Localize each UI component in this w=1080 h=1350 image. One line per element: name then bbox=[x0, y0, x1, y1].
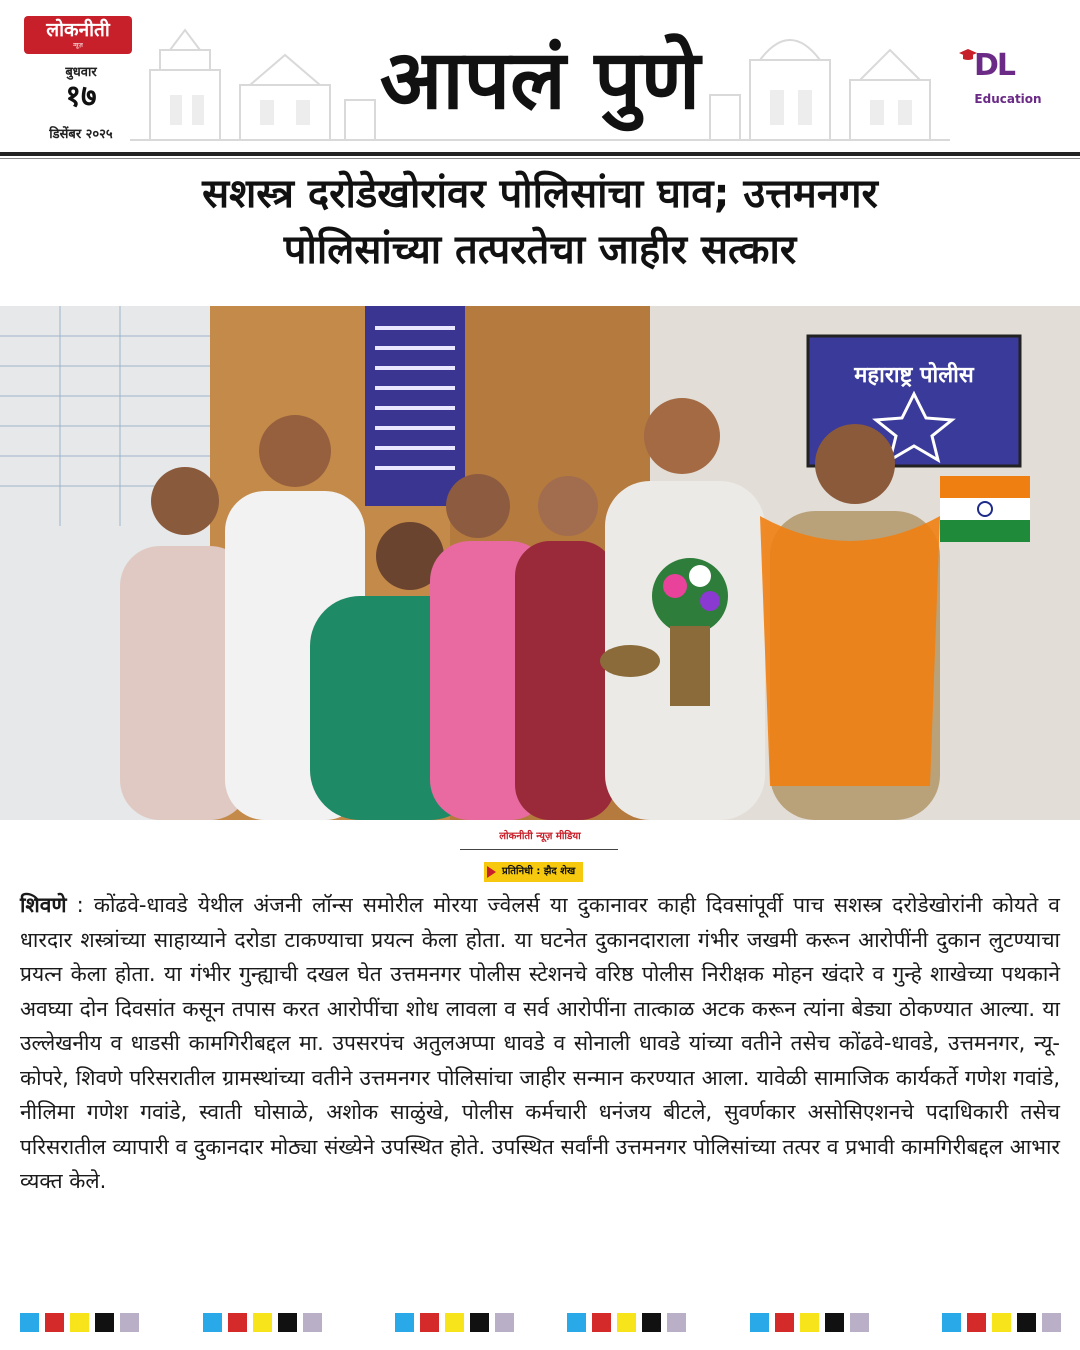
reporter-tag: प्रतिनिधी : झैद शेख bbox=[484, 862, 583, 882]
header-divider bbox=[0, 152, 1080, 156]
date-weekday: बुधवार bbox=[65, 65, 97, 80]
footer-square bbox=[278, 1313, 297, 1332]
masthead-title: आपलं पुणे bbox=[379, 32, 701, 128]
logo-text: लोकनीती bbox=[46, 19, 110, 41]
footer-square bbox=[942, 1313, 961, 1332]
footer-square bbox=[800, 1313, 819, 1332]
footer-square bbox=[825, 1313, 844, 1332]
dl-education-text: Education bbox=[974, 92, 1042, 106]
article-dateline: शिवणे bbox=[20, 893, 67, 917]
footer-color-strip bbox=[0, 1313, 1080, 1333]
media-credit: लोकनीती न्यूज़ मीडिया bbox=[499, 831, 581, 842]
footer-square bbox=[253, 1313, 272, 1332]
footer-square bbox=[45, 1313, 64, 1332]
footer-square bbox=[95, 1313, 114, 1332]
footer-square bbox=[495, 1313, 514, 1332]
footer-square bbox=[592, 1313, 611, 1332]
footer-square bbox=[1042, 1313, 1061, 1332]
footer-square bbox=[750, 1313, 769, 1332]
footer-square bbox=[70, 1313, 89, 1332]
footer-square bbox=[967, 1313, 986, 1332]
header-divider-thin bbox=[0, 158, 1080, 159]
footer-square bbox=[775, 1313, 794, 1332]
footer-square bbox=[1017, 1313, 1036, 1332]
masthead-header bbox=[0, 0, 1080, 158]
footer-square bbox=[303, 1313, 322, 1332]
article-text: : कोंढवे-धावडे येथील अंजनी लॉन्स समोरील मोरया ज्वेलर्स या दुकानावर काही दिवसांपूर्वी पाच सशस्त्र दरोडेखोरांनी कोयते व धारदार शस्त्रांच्या साहाय्याने दरोडा टाकण्याचा प्रयत्न केला होता. या घटनेत दुकानदाराला गंभीर जखमी करून आरोपींनी दुकान लुटण्याचा प्रयत्न केला होता. या गंभीर गुन्ह्याची दखल घेत उत्तमनगर पोलीस स्टेशनचे वरिष्ठ पोलीस निरीक्षक मोहन खंदारे व गुन्हे शाखेच्या पथकाने अवघ्या दोन दिवसांत कसून तपास करत आरोपींचा शोध लावला व सर्व आरोपींना तात्काळ अटक करून त्यांना बेड्या ठोकण्यात आल्या. या उल्लेखनीय व धाडसी कामगिरीबद्दल मा. उपसरपंच अतुलअप्पा धावडे व सोनाली धावडे यांच्या वतीने तसेच कोंढवे-धावडे, उत्तमनगर, न्यू-कोपरे, शिवणे परिसरातील ग्रामस्थांच्या वतीने उत्तमनगर पोलिसांचा जाहीर सन्मान करण्यात आला. यावेळी सामाजिक कार्यकर्ते गणेश गवांडे, नीलिमा गणेश गवांडे, स्वाती घोसाळे, अशोक साळुंखे, पोलीस कर्मचारी धनंजय बीटले, सुवर्णकार असोसिएशनचे पदाधिकारी तसेच परिसरातील व्यापारी व दुकानदार मोठ्या संख्येने उपस्थित होते. उपस्थित सर्वांनी उत्तमनगर पोलिसांच्या तत्पर व प्रभावी कामगिरीबद्दल आभार व्यक्त केले. bbox=[20, 893, 1060, 1193]
date-number: १७ bbox=[65, 79, 97, 114]
dl-mark: DL bbox=[974, 48, 1015, 83]
article-body bbox=[20, 888, 1060, 1199]
loknitee-logo bbox=[24, 16, 132, 54]
footer-square bbox=[120, 1313, 139, 1332]
police-board-text: महाराष्ट्र पोलीस bbox=[854, 363, 974, 388]
dl-education-logo bbox=[958, 44, 1058, 114]
footer-square bbox=[203, 1313, 222, 1332]
footer-square bbox=[445, 1313, 464, 1332]
footer-square bbox=[617, 1313, 636, 1332]
play-triangle-icon bbox=[487, 866, 496, 878]
logo-subtext: न्यूज़ bbox=[73, 42, 83, 49]
headline-line-2: पोलिसांच्या तत्परतेचा जाहीर सत्कार bbox=[283, 227, 797, 273]
footer-square bbox=[850, 1313, 869, 1332]
article-headline bbox=[20, 166, 1060, 278]
footer-square bbox=[395, 1313, 414, 1332]
footer-square bbox=[642, 1313, 661, 1332]
footer-square bbox=[567, 1313, 586, 1332]
date-month-year: डिसेंबर २०२५ bbox=[49, 127, 113, 142]
headline-line-1: सशस्त्र दरोडेखोरांवर पोलिसांचा घाव; उत्तमनगर bbox=[202, 171, 878, 217]
event-photo bbox=[0, 306, 1080, 820]
indian-flag-icon bbox=[940, 476, 1030, 542]
credit-divider bbox=[460, 849, 618, 850]
footer-square bbox=[228, 1313, 247, 1332]
footer-square bbox=[667, 1313, 686, 1332]
footer-square bbox=[20, 1313, 39, 1332]
footer-square bbox=[992, 1313, 1011, 1332]
footer-square bbox=[420, 1313, 439, 1332]
felicitation-photo-illustration bbox=[0, 306, 1080, 820]
footer-square bbox=[470, 1313, 489, 1332]
